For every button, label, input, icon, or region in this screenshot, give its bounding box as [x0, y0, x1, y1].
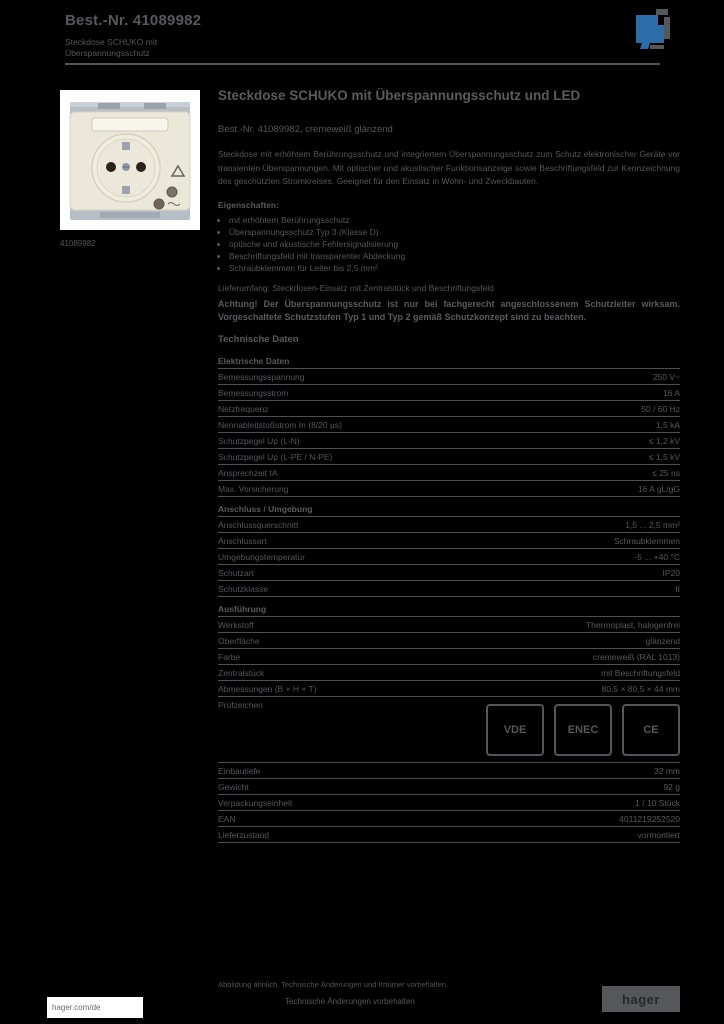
certification-row [218, 696, 680, 762]
feature-item: • Schraubklemmen für Leiter bis 2,5 mm² [229, 262, 680, 274]
tech-row [218, 448, 680, 464]
tech-row-value: Schraubklemmen [398, 532, 680, 548]
vde-mark-icon: VDE [486, 704, 544, 756]
tech-row-label: Ansprechzeit tA [218, 464, 398, 480]
tech-row-label: Zentralstück [218, 664, 398, 680]
tech-row-value: 4011219252520 [398, 810, 680, 826]
product-title: Steckdose SCHUKO mit Überspannungsschutz und LED [218, 88, 581, 103]
tech-row-value: -5 ... +40 °C [398, 548, 680, 564]
tech-row [218, 680, 680, 696]
header-order-number: Best.-Nr. 41089982 [65, 12, 202, 29]
tech-row [218, 762, 680, 778]
tech-row-label: Umgebungstemperatur [218, 548, 398, 564]
tech-group-heading: Elektrische Daten [218, 349, 680, 369]
tech-row-label: Abmessungen (B × H × T) [218, 680, 398, 696]
ce-mark-icon: CE [622, 704, 680, 756]
tech-row [218, 516, 680, 532]
tech-row-value: 250 V~ [398, 368, 680, 384]
tech-row-label: Bemessungsspannung [218, 368, 398, 384]
tech-row-value: glänzend [398, 632, 680, 648]
footnote: Abbildung ähnlich. Technische Änderungen und Irrtümer vorbehalten. [218, 980, 449, 989]
certification-label: Prüfzeichen [218, 696, 398, 762]
header-subtitle-line1: Steckdose SCHUKO mit [65, 37, 158, 47]
tech-row-value: vormontiert [398, 826, 680, 842]
hager-logo-icon [634, 9, 672, 51]
socket-illustration-icon [60, 90, 200, 230]
tech-group-heading: Ausführung [218, 596, 680, 616]
tech-row-value: cremeweiß (RAL 1013) [398, 648, 680, 664]
footer-site-link[interactable]: hager.com/de [52, 1003, 101, 1012]
tech-row-label: Schutzpegel Up (L-PE / N-PE) [218, 448, 398, 464]
tech-row-value: ≤ 1,2 kV [398, 432, 680, 448]
tech-row [218, 794, 680, 810]
tech-row [218, 432, 680, 448]
header-subtitle-line2: Überspannungsschutz [65, 48, 150, 58]
tech-row [218, 400, 680, 416]
main-column [218, 88, 680, 843]
certification-marks [398, 696, 680, 762]
tech-row-value: 1 / 10 Stück [398, 794, 680, 810]
header [65, 12, 660, 59]
footer-site-box[interactable] [47, 997, 143, 1018]
tech-group-heading: Anschluss / Umgebung [218, 496, 680, 516]
tech-row [218, 632, 680, 648]
features-list [218, 214, 680, 274]
tech-row-label: Farbe [218, 648, 398, 664]
tech-row [218, 810, 680, 826]
tech-row [218, 616, 680, 632]
safety-notice: Achtung! Der Überspannungsschutz ist nur bei fachgerecht angeschlossenem Schutzleiter wirksam. Vorgeschaltete Schutzstufen Typ 1 und Typ 2 gemäß Schutzkonzept sind zu beachten. [218, 298, 680, 322]
product-description: Steckdose mit erhöhtem Berührungsschutz und integriertem Überspannungsschutz zum Schutz elektronischer Geräte vor transienten Überspannungen. Mit optischer und akustischer Funktionsanzeige sowie Beschriftungsfeld zur Kennzeichnung des geschützten Stromkreises. Geeignet für den Einsatz in Wohn- und Zweckbauten. [218, 149, 680, 186]
tech-row [218, 548, 680, 564]
feature-item: • Beschriftungsfeld mit transparenter Abdeckung [229, 250, 680, 262]
footer-brand-badge [602, 986, 680, 1012]
tech-row-label: Einbautiefe [218, 762, 398, 778]
tech-row [218, 480, 680, 496]
features-heading: Eigenschaften: [218, 199, 279, 210]
tech-row-value: 32 mm [398, 762, 680, 778]
footer-brand-label: hager [622, 991, 660, 1007]
tech-row-label: Schutzart [218, 564, 398, 580]
tech-row-value: Thermoplast, halogenfrei [398, 616, 680, 632]
tech-data-table [218, 349, 680, 843]
product-photo [60, 90, 200, 230]
tech-row [218, 564, 680, 580]
tech-row [218, 532, 680, 548]
tech-row-label: Werkstoff [218, 616, 398, 632]
tech-row-label: Schutzklasse [218, 580, 398, 596]
tech-row [218, 416, 680, 432]
tech-row-value: 16 A gL/gG [398, 480, 680, 496]
tech-row-label: Oberfläche [218, 632, 398, 648]
tech-row-value: 50 / 60 Hz [398, 400, 680, 416]
tech-row [218, 384, 680, 400]
tech-row-label: Nennableitstoßstrom In (8/20 µs) [218, 416, 398, 432]
product-subtitle: Best.-Nr. 41089982, cremeweiß glänzend [218, 124, 393, 135]
tech-row [218, 826, 680, 842]
photo-caption: 41089982 [60, 239, 96, 248]
tech-row-label: Lieferzustand [218, 826, 398, 842]
tech-row [218, 778, 680, 794]
tech-row [218, 464, 680, 480]
tech-row-label: EAN [218, 810, 398, 826]
feature-item: • mit erhöhtem Berührungsschutz [229, 214, 680, 226]
tech-row-value: ≤ 25 ns [398, 464, 680, 480]
tech-row [218, 368, 680, 384]
tech-row-value: 92 g [398, 778, 680, 794]
tech-row [218, 664, 680, 680]
tech-data-heading: Technische Daten [218, 333, 299, 345]
tech-row-value: 1,5 kA [398, 416, 680, 432]
tech-row-label: Schutzpegel Up (L-N) [218, 432, 398, 448]
tech-row-value: 80,5 × 80,5 × 44 mm [398, 680, 680, 696]
tech-row-value: 16 A [398, 384, 680, 400]
feature-item: • Überspannungsschutz Typ 3 (Klasse D) [229, 226, 680, 238]
delivery-line: Lieferumfang: Steckdosen-Einsatz mit Zentralstück und Beschriftungsfeld [218, 282, 494, 293]
tech-row-value: IP20 [398, 564, 680, 580]
tech-row [218, 580, 680, 596]
tech-row-label: Netzfrequenz [218, 400, 398, 416]
header-subtitle [65, 37, 660, 59]
tech-row-label: Gewicht [218, 778, 398, 794]
enec-mark-icon: ENEC [554, 704, 612, 756]
tech-row-value: mit Beschriftungsfeld [398, 664, 680, 680]
tech-row [218, 648, 680, 664]
tech-row-label: Anschlussart [218, 532, 398, 548]
tech-row-label: Max. Vorsicherung [218, 480, 398, 496]
tech-row-label: Bemessungsstrom [218, 384, 398, 400]
tech-row-label: Anschlussquerschnitt [218, 516, 398, 532]
header-divider [65, 63, 660, 65]
tech-row-value: II [398, 580, 680, 596]
tech-row-label: Verpackungseinheit [218, 794, 398, 810]
tech-row-value: ≤ 1,5 kV [398, 448, 680, 464]
feature-item: • optische und akustische Fehlersignalisierung [229, 238, 680, 250]
tech-row-value: 1,5 ... 2,5 mm² [398, 516, 680, 532]
footer-center-text: Technische Änderungen vorbehalten [285, 997, 415, 1006]
